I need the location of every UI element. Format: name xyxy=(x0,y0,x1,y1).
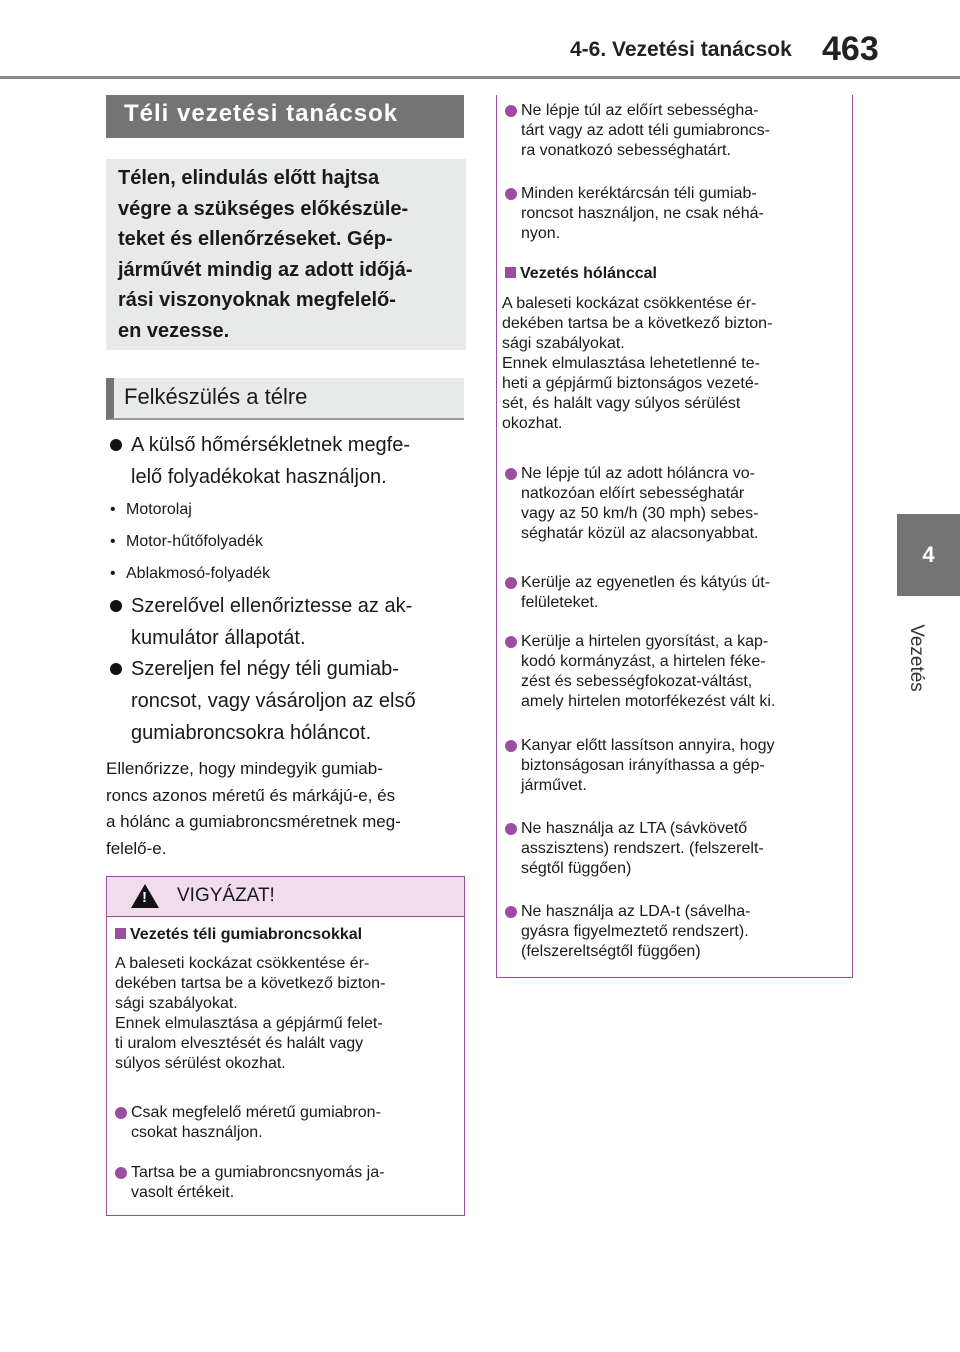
right-item-line: Ne használja az LTA (sávkövető xyxy=(521,820,748,837)
tire-paragraph xyxy=(106,756,466,863)
paragraph-line: felelő-e. xyxy=(106,839,167,859)
chapter-label-text: Vezetés xyxy=(906,624,928,692)
warning-text-line: sági szabályokat. xyxy=(115,995,238,1012)
square-bullet-icon xyxy=(505,267,516,278)
page-number: 463 xyxy=(822,30,879,68)
bullet-line: A külső hőmérsékletnek megfe- xyxy=(131,434,411,456)
circle-bullet-icon xyxy=(505,636,517,648)
bullet-line: roncsot, vagy vásároljon az első xyxy=(131,690,416,712)
right-item-line: Ne lépje túl az előírt sebességha- xyxy=(521,102,759,119)
right-item-line: Minden keréktárcsán téli gumiab- xyxy=(521,185,757,202)
chapter-label xyxy=(896,608,936,708)
list-item: • Motorolaj xyxy=(110,501,192,518)
paragraph-line: roncs azonos méretű és márkájú-e, és xyxy=(106,785,396,805)
right-item-line: asszisztens) rendszert. (felszerelt- xyxy=(521,840,764,857)
right-warning-box xyxy=(496,95,853,978)
right-item xyxy=(505,736,774,796)
warning-header xyxy=(107,877,464,917)
bullet-line: gumiabroncsokra hóláncot. xyxy=(131,722,372,744)
list-item: • Ablakmosó-folyadék xyxy=(110,565,271,582)
intro-line: végre a szükséges előkészüle- xyxy=(118,197,409,220)
intro-box xyxy=(106,159,466,350)
right-item-line: Kanyar előtt lassítson annyira, hogy xyxy=(521,737,775,754)
paragraph-line: a hólánc a gumiabroncsméretnek meg- xyxy=(106,812,401,832)
warning-heading xyxy=(115,926,362,944)
intro-line: en vezesse. xyxy=(118,319,230,342)
right-item-line: Ne használja az LDA-t (sávelha- xyxy=(521,903,751,920)
right-heading-text: Vezetés hólánccal xyxy=(520,265,657,282)
bullet-line: kumulátor állapotát. xyxy=(131,627,306,649)
warning-item xyxy=(115,1103,381,1143)
circle-bullet-icon xyxy=(505,740,517,752)
right-item-line: amely hirtelen motorfékezést vált ki. xyxy=(521,693,776,710)
right-item-line: vagy az 50 km/h (30 mph) sebes- xyxy=(521,505,759,522)
circle-bullet-icon xyxy=(505,468,517,480)
right-item-line: biztonságosan irányíthassa a gép- xyxy=(521,757,765,774)
right-item-line: gyásra figyelmeztető rendszert). xyxy=(521,923,749,940)
warning-item xyxy=(115,1163,384,1203)
intro-line: Télen, elindulás előtt hajtsa xyxy=(118,167,380,189)
circle-bullet-icon xyxy=(505,188,517,200)
warning-text xyxy=(115,954,385,1074)
right-item-line: nyon. xyxy=(521,225,561,242)
right-item-line: Kerülje az egyenetlen és kátyús út- xyxy=(521,574,771,591)
right-text-line: okozhat. xyxy=(502,415,563,432)
bullet-line: Szereljen fel négy téli gumiab- xyxy=(131,658,399,680)
right-text-line: sét, és halált vagy súlyos sérülést xyxy=(502,395,741,412)
warning-text-line: ti uralom elvesztését és halált vagy xyxy=(115,1035,364,1052)
right-item xyxy=(505,573,770,613)
right-item xyxy=(505,101,770,161)
right-text-line: heti a gépjármű biztonságos vezeté- xyxy=(502,375,760,392)
warning-item-line: Tartsa be a gumiabroncsnyomás ja- xyxy=(131,1164,385,1181)
warning-item-line: vasolt értékeit. xyxy=(131,1184,235,1201)
right-item-line: Ne lépje túl az adott hóláncra vo- xyxy=(521,465,755,482)
warning-text-line: Ennek elmulasztása a gépjármű felet- xyxy=(115,1015,383,1032)
circle-bullet-icon xyxy=(505,105,517,117)
right-item-line: járművet. xyxy=(521,777,587,794)
right-item xyxy=(505,464,758,544)
right-item xyxy=(505,902,750,962)
right-item-line: (felszereltségtől függően) xyxy=(521,943,701,960)
bullet-dot xyxy=(110,663,122,675)
right-text xyxy=(502,294,772,434)
right-item xyxy=(505,632,775,712)
right-item-line: kodó kormányzást, a hirtelen féke- xyxy=(521,653,766,670)
warning-text-line: dekében tartsa be a következő bizton- xyxy=(115,975,386,992)
right-item-line: natkozóan előírt sebességhatár xyxy=(521,485,745,502)
circle-bullet-icon xyxy=(115,1167,127,1179)
square-bullet-icon xyxy=(115,928,126,939)
warning-box xyxy=(106,876,465,1216)
header-divider xyxy=(0,76,960,79)
bullet-dot xyxy=(110,600,122,612)
list-item-text: Ablakmosó-folyadék xyxy=(126,565,271,582)
bullet-dot xyxy=(110,439,122,451)
warning-text-line: súlyos sérülést okozhat. xyxy=(115,1055,286,1072)
paragraph-line: Ellenőrizze, hogy mindegyik gumiab- xyxy=(106,759,383,778)
chapter-tab xyxy=(897,514,960,596)
intro-line: rási viszonyoknak megfelelő- xyxy=(118,289,396,312)
intro-line: teket és ellenőrzéseket. Gép- xyxy=(118,228,393,251)
bullet-item xyxy=(110,429,461,493)
warning-text-line: A baleseti kockázat csökkentése ér- xyxy=(115,955,370,972)
bullet-item xyxy=(110,590,461,654)
bullet-line: Szerelővel ellenőriztesse az ak- xyxy=(131,595,413,617)
right-heading xyxy=(505,265,657,283)
warning-title: VIGYÁZAT! xyxy=(177,885,275,906)
warning-triangle-icon: ! xyxy=(131,884,159,908)
warning-item-line: Csak megfelelő méretű gumiabron- xyxy=(131,1104,381,1121)
right-item-line: felületeket. xyxy=(521,594,599,611)
right-item xyxy=(505,184,764,244)
subsection-title: Felkészülés a télre xyxy=(106,378,464,420)
list-item: • Motor-hűtőfolyadék xyxy=(110,533,263,550)
right-item xyxy=(505,819,764,879)
right-text-line: sági szabályokat. xyxy=(502,335,625,352)
right-text-line: dekében tartsa be a következő bizton- xyxy=(502,315,773,332)
right-text-line: Ennek elmulasztása lehetetlenné te- xyxy=(502,355,760,372)
section-title: Téli vezetési tanácsok xyxy=(106,95,464,138)
warning-heading-text: Vezetés téli gumiabroncsokkal xyxy=(130,926,363,943)
list-item-text: Motorolaj xyxy=(126,501,192,518)
warning-item-line: csokat használjon. xyxy=(131,1124,263,1141)
circle-bullet-icon xyxy=(505,906,517,918)
right-item-line: séghatár közül az alacsonyabbat. xyxy=(521,525,759,542)
list-item-text: Motor-hűtőfolyadék xyxy=(126,533,263,550)
intro-line: járművét mindig az adott időjá- xyxy=(118,258,413,281)
circle-bullet-icon xyxy=(505,577,517,589)
right-item-line: Kerülje a hirtelen gyorsítást, a kap- xyxy=(521,633,769,650)
bullet-item xyxy=(110,653,461,749)
header-section-title: 4-6. Vezetési tanácsok xyxy=(570,38,792,61)
circle-bullet-icon xyxy=(115,1107,127,1119)
right-item-line: ségtől függően) xyxy=(521,860,632,877)
chapter-number: 4 xyxy=(922,542,935,567)
right-item-line: zést és sebességfokozat-váltást, xyxy=(521,673,753,690)
right-item-line: ra vonatkozó sebességhatárt. xyxy=(521,142,731,159)
right-item-line: tárt vagy az adott téli gumiabroncs- xyxy=(521,122,771,139)
circle-bullet-icon xyxy=(505,823,517,835)
right-text-line: A baleseti kockázat csökkentése ér- xyxy=(502,295,757,312)
bullet-line: lelő folyadékokat használjon. xyxy=(131,466,387,488)
right-item-line: roncsot használjon, ne csak néhá- xyxy=(521,205,764,222)
